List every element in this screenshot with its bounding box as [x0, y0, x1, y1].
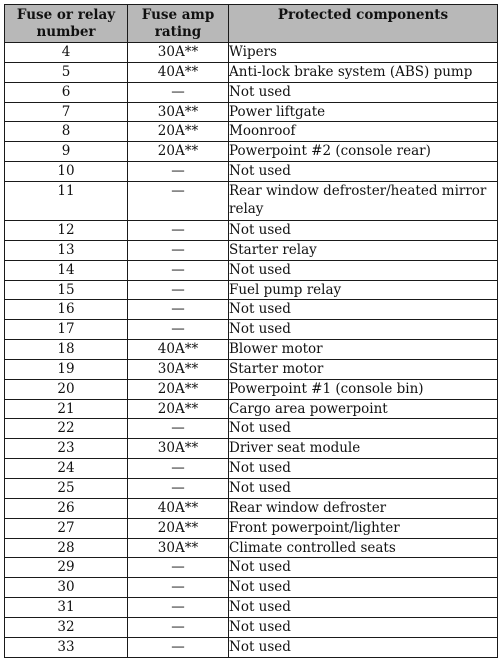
- amp-rating-cell: —: [128, 82, 229, 102]
- fuse-number-cell: 19: [5, 359, 128, 379]
- header-row: [5, 5, 498, 43]
- fuse-table: [4, 4, 498, 658]
- amp-rating-cell: —: [128, 320, 229, 340]
- component-cell: Fuel pump relay: [229, 280, 498, 300]
- component-cell: Not used: [229, 598, 498, 618]
- amp-rating-cell: 40A**: [128, 62, 229, 82]
- table-row: [5, 578, 498, 598]
- fuse-number-cell: 33: [5, 637, 128, 657]
- fuse-number-cell: 26: [5, 498, 128, 518]
- fuse-number-cell: 5: [5, 62, 128, 82]
- table-row: [5, 340, 498, 360]
- fuse-number-cell: 14: [5, 260, 128, 280]
- fuse-number-cell: 12: [5, 221, 128, 241]
- amp-rating-cell: —: [128, 459, 229, 479]
- fuse-number-cell: 25: [5, 478, 128, 498]
- fuse-number-cell: 13: [5, 240, 128, 260]
- fuse-number-cell: 23: [5, 439, 128, 459]
- table-row: [5, 320, 498, 340]
- amp-rating-cell: 20A**: [128, 399, 229, 419]
- table-row: [5, 478, 498, 498]
- amp-rating-cell: 20A**: [128, 142, 229, 162]
- table-row: [5, 419, 498, 439]
- amp-rating-cell: —: [128, 578, 229, 598]
- amp-rating-cell: 30A**: [128, 439, 229, 459]
- table-row: [5, 43, 498, 63]
- component-cell: Not used: [229, 162, 498, 182]
- component-cell: Not used: [229, 419, 498, 439]
- fuse-number-cell: 31: [5, 598, 128, 618]
- amp-rating-cell: —: [128, 280, 229, 300]
- amp-rating-cell: —: [128, 221, 229, 241]
- component-cell: Driver seat module: [229, 439, 498, 459]
- fuse-number-cell: 28: [5, 538, 128, 558]
- component-cell: Anti-lock brake system (ABS) pump: [229, 62, 498, 82]
- table-row: [5, 379, 498, 399]
- table-row: [5, 637, 498, 657]
- amp-rating-cell: 30A**: [128, 538, 229, 558]
- table-row: [5, 300, 498, 320]
- table-row: [5, 280, 498, 300]
- fuse-number-cell: 4: [5, 43, 128, 63]
- table-row: [5, 439, 498, 459]
- table-row: [5, 260, 498, 280]
- table-row: [5, 122, 498, 142]
- fuse-number-cell: 18: [5, 340, 128, 360]
- table-row: [5, 558, 498, 578]
- fuse-number-cell: 24: [5, 459, 128, 479]
- fuse-number-cell: 15: [5, 280, 128, 300]
- amp-rating-cell: —: [128, 162, 229, 182]
- amp-rating-cell: —: [128, 617, 229, 637]
- table-row: [5, 102, 498, 122]
- header-fuse-number: Fuse or relay number: [5, 5, 128, 43]
- amp-rating-cell: —: [128, 637, 229, 657]
- amp-rating-cell: —: [128, 260, 229, 280]
- table-row: [5, 142, 498, 162]
- component-cell: Powerpoint #1 (console bin): [229, 379, 498, 399]
- component-cell: Climate controlled seats: [229, 538, 498, 558]
- component-cell: Not used: [229, 221, 498, 241]
- component-cell: Not used: [229, 300, 498, 320]
- component-cell: Not used: [229, 617, 498, 637]
- fuse-number-cell: 16: [5, 300, 128, 320]
- table-row: [5, 162, 498, 182]
- fuse-number-cell: 17: [5, 320, 128, 340]
- amp-rating-cell: 40A**: [128, 340, 229, 360]
- component-cell: Not used: [229, 82, 498, 102]
- component-cell: Starter motor: [229, 359, 498, 379]
- fuse-number-cell: 21: [5, 399, 128, 419]
- table-row: [5, 459, 498, 479]
- fuse-number-cell: 22: [5, 419, 128, 439]
- amp-rating-cell: —: [128, 598, 229, 618]
- amp-rating-cell: —: [128, 558, 229, 578]
- component-cell: Not used: [229, 459, 498, 479]
- component-cell: Cargo area powerpoint: [229, 399, 498, 419]
- amp-rating-cell: 30A**: [128, 102, 229, 122]
- table-header: [5, 5, 498, 43]
- fuse-number-cell: 9: [5, 142, 128, 162]
- fuse-number-cell: 30: [5, 578, 128, 598]
- table-row: [5, 240, 498, 260]
- component-cell: Powerpoint #2 (console rear): [229, 142, 498, 162]
- amp-rating-cell: 20A**: [128, 518, 229, 538]
- amp-rating-cell: 30A**: [128, 359, 229, 379]
- amp-rating-cell: 20A**: [128, 379, 229, 399]
- table-body: [5, 43, 498, 658]
- fuse-number-cell: 7: [5, 102, 128, 122]
- header-amp-rating: Fuse amp rating: [128, 5, 229, 43]
- fuse-number-cell: 20: [5, 379, 128, 399]
- fuse-number-cell: 10: [5, 162, 128, 182]
- component-cell: Moonroof: [229, 122, 498, 142]
- amp-rating-cell: —: [128, 240, 229, 260]
- amp-rating-cell: 20A**: [128, 122, 229, 142]
- fuse-number-cell: 29: [5, 558, 128, 578]
- fuse-number-cell: 6: [5, 82, 128, 102]
- component-cell: Front powerpoint/lighter: [229, 518, 498, 538]
- header-protected-components: Protected components: [229, 5, 498, 43]
- table-row: [5, 359, 498, 379]
- component-cell: Wipers: [229, 43, 498, 63]
- fuse-number-cell: 32: [5, 617, 128, 637]
- amp-rating-cell: 40A**: [128, 498, 229, 518]
- fuse-number-cell: 11: [5, 181, 128, 220]
- component-cell: Not used: [229, 320, 498, 340]
- component-cell: Not used: [229, 578, 498, 598]
- fuse-number-cell: 27: [5, 518, 128, 538]
- component-cell: Not used: [229, 637, 498, 657]
- component-cell: Not used: [229, 260, 498, 280]
- table-row: [5, 221, 498, 241]
- fuse-number-cell: 8: [5, 122, 128, 142]
- table-row: [5, 498, 498, 518]
- table-row: [5, 617, 498, 637]
- amp-rating-cell: —: [128, 181, 229, 220]
- table-row: [5, 538, 498, 558]
- table-row: [5, 399, 498, 419]
- amp-rating-cell: 30A**: [128, 43, 229, 63]
- table-row: [5, 598, 498, 618]
- component-cell: Rear window defroster/heated mirror relay: [229, 181, 498, 220]
- amp-rating-cell: —: [128, 300, 229, 320]
- table-row: [5, 518, 498, 538]
- amp-rating-cell: —: [128, 419, 229, 439]
- component-cell: Power liftgate: [229, 102, 498, 122]
- component-cell: Blower motor: [229, 340, 498, 360]
- component-cell: Rear window defroster: [229, 498, 498, 518]
- component-cell: Starter relay: [229, 240, 498, 260]
- table-row: [5, 181, 498, 220]
- component-cell: Not used: [229, 558, 498, 578]
- table-row: [5, 82, 498, 102]
- table-row: [5, 62, 498, 82]
- component-cell: Not used: [229, 478, 498, 498]
- amp-rating-cell: —: [128, 478, 229, 498]
